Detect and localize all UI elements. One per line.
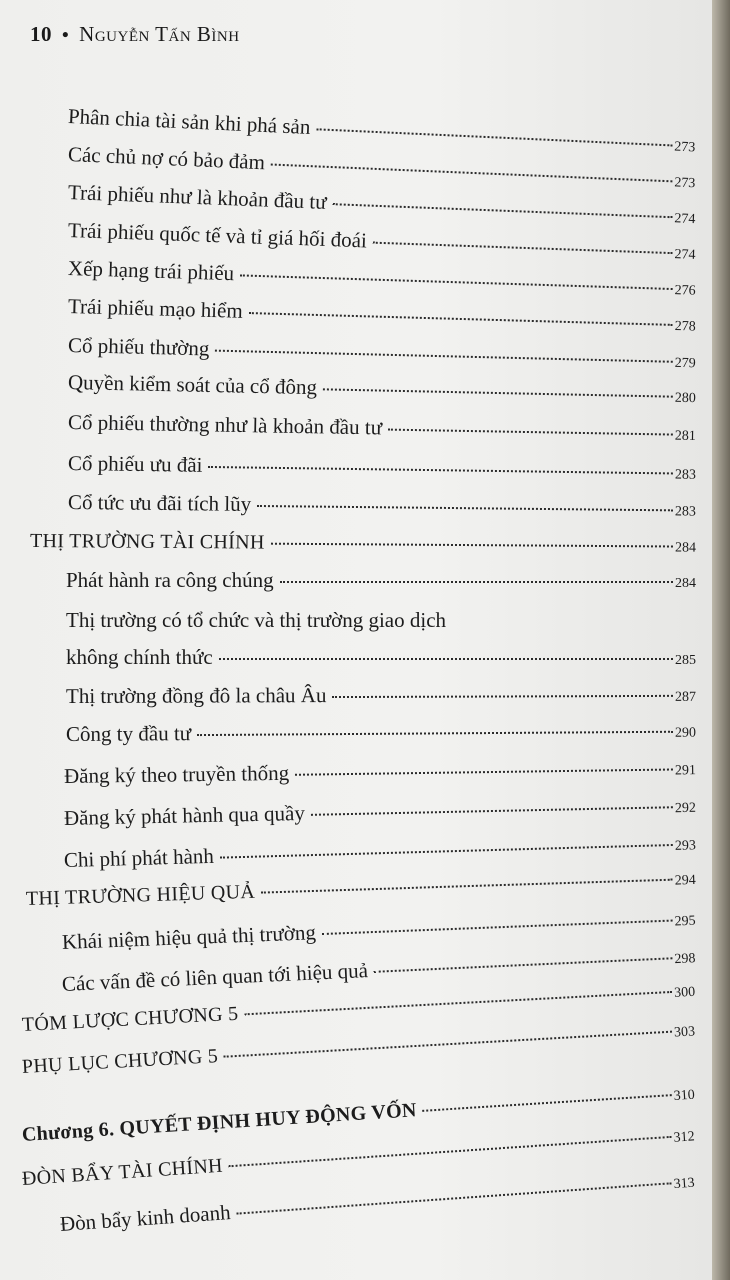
dot-leader — [333, 203, 673, 218]
toc-title: Cổ phiếu thường như là khoản đầu tư — [67, 410, 383, 440]
toc-page: 279 — [674, 355, 696, 372]
dot-leader — [280, 581, 673, 583]
dot-leader — [219, 658, 673, 660]
dot-leader — [249, 312, 673, 326]
dot-leader — [388, 429, 673, 436]
toc-entry — [68, 490, 696, 522]
toc-page: 293 — [674, 838, 697, 854]
dot-leader — [237, 1182, 672, 1214]
toc-title: Phát hành ra công chúng — [66, 568, 274, 592]
toc-title: Khái niệm hiệu quả thị trường — [61, 920, 317, 954]
dot-leader — [215, 350, 672, 363]
toc-entry — [68, 410, 696, 446]
toc-title: Trái phiếu mạo hiểm — [67, 294, 244, 323]
dot-leader — [316, 128, 672, 146]
header-separator: • — [62, 25, 70, 46]
dot-leader — [373, 242, 673, 254]
toc-entry — [66, 568, 696, 593]
toc-title: Cổ tức ưu đãi tích lũy — [67, 490, 252, 516]
toc-page: 285 — [675, 653, 696, 668]
dot-leader — [197, 731, 673, 736]
toc-page: 290 — [674, 725, 697, 741]
dot-leader — [208, 466, 673, 474]
dot-leader — [220, 844, 673, 859]
dot-leader — [244, 991, 672, 1015]
toc-title: THỊ TRƯỜNG HIỆU QUẢ — [25, 880, 256, 910]
dot-leader — [229, 1136, 672, 1167]
toc-entry — [66, 682, 696, 709]
toc-title: Thị trường đồng đô la châu Âu — [65, 683, 327, 708]
toc-title: Các vấn đề có liên quan tới hiệu quả — [61, 958, 369, 996]
toc-page: 294 — [674, 872, 696, 889]
dot-leader — [374, 957, 673, 973]
author-name: Nguyễn Tấn Bình — [79, 22, 240, 46]
toc-page: 274 — [674, 247, 696, 263]
dot-leader — [271, 543, 673, 548]
dot-leader — [257, 505, 673, 511]
toc-entry — [68, 294, 696, 337]
toc-page: 273 — [674, 175, 696, 192]
toc-title-line1: Thị trường có tổ chức và thị trường giao dịch — [66, 608, 447, 632]
toc-page: 273 — [673, 139, 696, 156]
toc-title: THỊ TRƯỜNG TÀI CHÍNH — [29, 530, 265, 554]
toc-entry — [64, 755, 696, 789]
toc-page: 303 — [673, 1024, 696, 1041]
toc-entry — [68, 451, 696, 485]
dot-leader — [224, 1031, 672, 1058]
toc-page: 313 — [673, 1175, 696, 1193]
toc-page: 287 — [674, 689, 697, 705]
toc-page: 284 — [675, 576, 696, 591]
dot-leader — [240, 274, 673, 290]
toc-title: PHỤ LỤC CHƯƠNG 5 — [21, 1045, 219, 1078]
toc-entry — [68, 333, 696, 373]
toc-page: 283 — [674, 467, 697, 483]
toc-page: 276 — [674, 283, 696, 299]
toc-entry — [64, 830, 696, 873]
page-number: 10 — [30, 22, 52, 46]
toc-title: Chương 6. QUYẾT ĐỊNH HUY ĐỘNG VỐN — [21, 1099, 418, 1146]
dot-leader — [271, 164, 673, 183]
toc-page: 295 — [674, 913, 696, 930]
toc-page: 310 — [673, 1087, 696, 1104]
toc-title: Chi phí phát hành — [63, 843, 215, 872]
toc-entry — [66, 718, 696, 747]
dot-leader — [261, 879, 673, 894]
toc-entry — [64, 793, 696, 831]
toc-page: 283 — [674, 504, 697, 520]
dot-leader — [423, 1094, 672, 1112]
toc-title-continuation: không chính thức — [66, 645, 213, 669]
toc-title: TÓM LƯỢC CHƯƠNG 5 — [21, 1002, 239, 1036]
toc-title: Phân chia tài sản khi phá sản — [67, 104, 311, 139]
dot-leader — [322, 920, 673, 935]
dot-leader — [295, 768, 673, 775]
toc-page: 291 — [674, 763, 697, 779]
toc-entry — [68, 370, 696, 408]
toc-title: Đăng ký phát hành qua quầy — [63, 800, 306, 830]
toc-title: Trái phiếu quốc tế và tỉ giá hối đoái — [67, 218, 368, 253]
book-binding-edge — [712, 0, 730, 1280]
toc-page: 300 — [673, 984, 696, 1001]
toc-title: Đòn bẩy kinh doanh — [59, 1200, 232, 1236]
dot-leader — [323, 388, 673, 397]
toc-title: Đăng ký theo truyền thống — [63, 760, 290, 788]
toc-title: ĐÒN BẨY TÀI CHÍNH — [21, 1154, 224, 1190]
toc-entry — [68, 256, 696, 301]
dot-leader — [311, 806, 673, 816]
toc-title: Công ty đầu tư — [65, 721, 192, 746]
toc-page: 284 — [674, 540, 697, 556]
toc-page: 281 — [674, 428, 696, 444]
toc-page: 274 — [674, 211, 696, 228]
toc-title: Quyền kiểm soát của cổ đông — [67, 370, 318, 400]
toc-title: Cổ phiếu ưu đãi — [67, 451, 203, 477]
toc-title: Xếp hạng trái phiếu — [67, 256, 235, 286]
toc-page: 278 — [674, 318, 696, 335]
dot-leader — [332, 695, 673, 698]
toc-section — [30, 530, 696, 558]
toc-title: Cổ phiếu thường — [67, 333, 210, 361]
toc-page: 298 — [674, 951, 696, 968]
toc-title: Trái phiếu như là khoản đầu tư — [67, 180, 328, 214]
toc-entry — [66, 645, 696, 670]
toc-page: 312 — [673, 1129, 696, 1146]
toc-page: 292 — [674, 800, 697, 817]
toc-section — [26, 867, 696, 911]
toc-page: 280 — [674, 390, 696, 407]
toc-title: Các chủ nợ có bảo đảm — [67, 142, 266, 175]
